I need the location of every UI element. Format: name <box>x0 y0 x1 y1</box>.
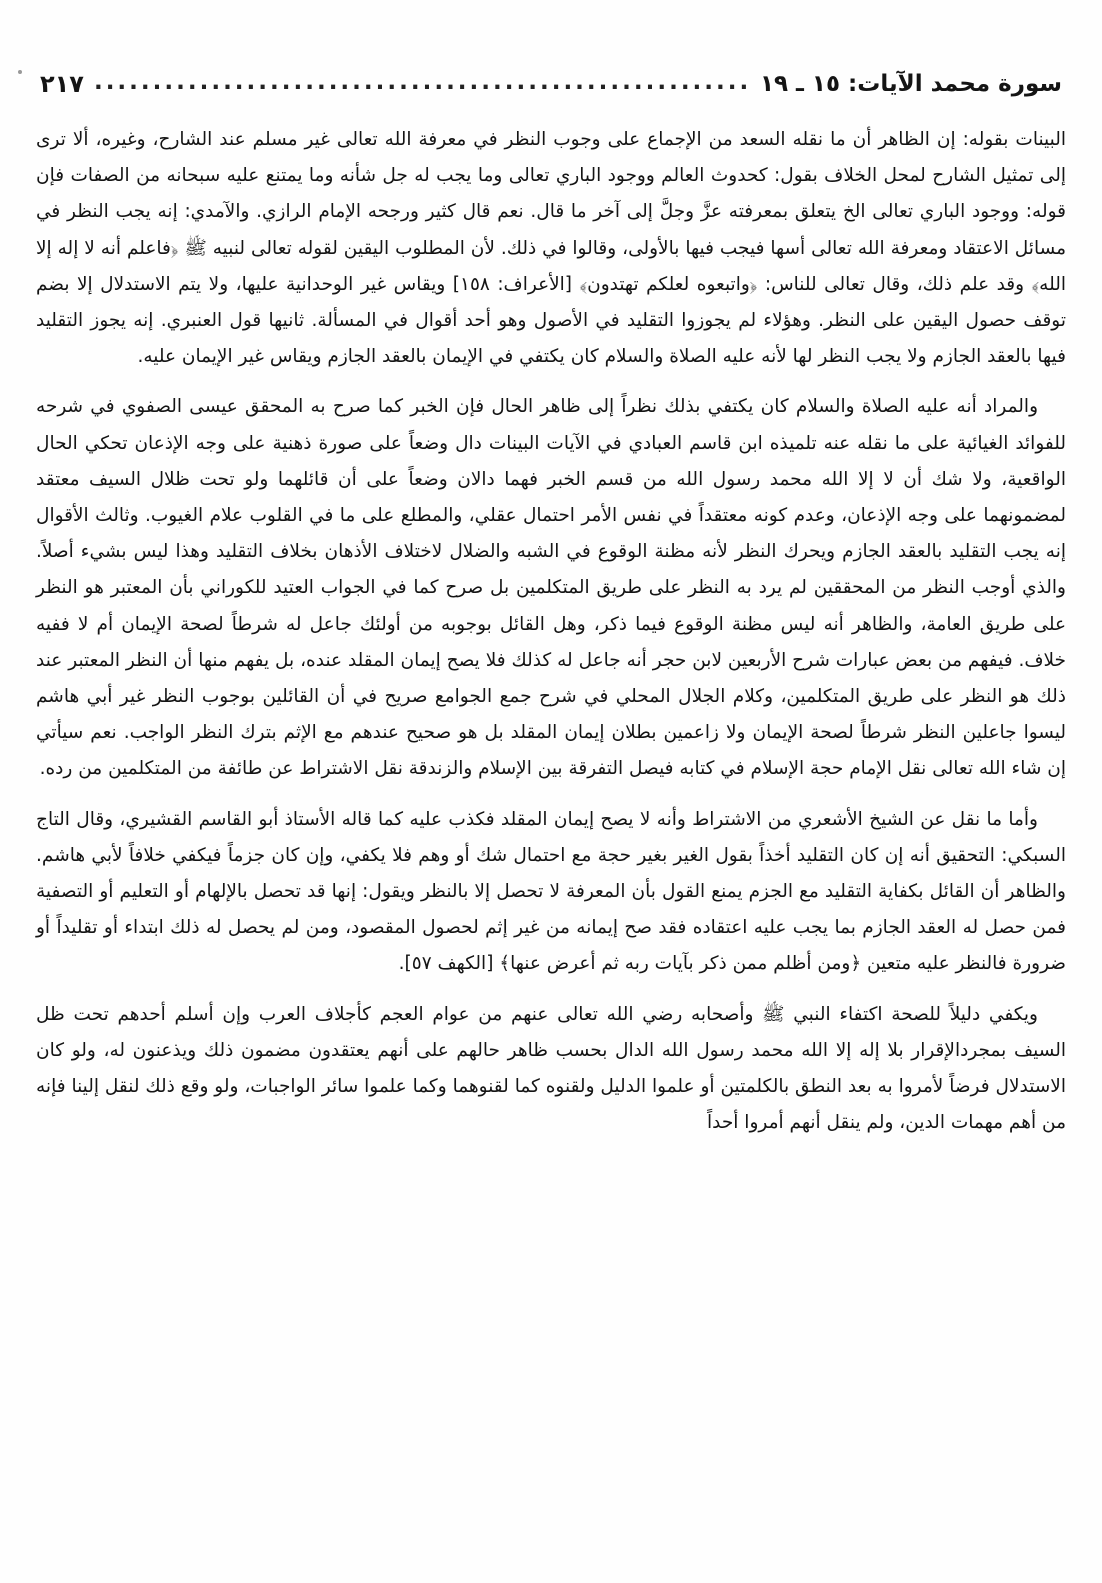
paragraph-1: البينات بقوله: إن الظاهر أن ما نقله السعد من الإجماع على وجوب النظر في معرفة الله تعالى غير مسلم عند الشارح، وغيره، ألا ترى إلى تمثيل الشارح لمحل الخلاف بقول: كحدوث العالم ووجود الباري تعالى وما يجب له جل شأنه وما يمتنع عليه سبحانه من الصفات فإن قوله: ووجود الباري تعالى الخ يتعلق بمعرفته عزَّ وجلَّ إلى آخر ما قال. نعم قال كثير ورجحه الإمام الرازي. والآمدي: إنه يجب النظر في مسائل الاعتقاد ومعرفة الله تعالى أسها فيجب فيها بالأولى، وقالوا في ذلك. لأن المطلوب اليقين لقوله تعالى لنبيه ﷺ ﴿فاعلم أنه لا إله إلا الله﴾ وقد علم ذلك، وقال تعالى للناس: ﴿واتبعوه لعلكم تهتدون﴾ [الأعراف: ١٥٨] ويقاس غير الوحدانية عليها، ولا يتم الاستدلال إلا بضم توقف حصول اليقين على النظر. وهؤلاء لم يجوزوا التقليد في الأصول وهو أحد أقوال في المسألة. ثانيها قول العنبري. إنه يجوز التقليد فيها بالعقد الجازم ولا يجب النظر لها لأنه عليه الصلاة والسلام كان يكتفي في الإيمان بالعقد الجازم ويقاس غير الإيمان عليه. <box>36 129 1066 368</box>
leader-dots <box>94 71 750 97</box>
body-text <box>36 122 1066 1155</box>
paragraph-3: وأما ما نقل عن الشيخ الأشعري من الاشتراط وأنه لا يصح إيمان المقلد فكذب عليه كما قاله الأستاذ أبو القاسم القشيري، وقال التاج السبكي: التحقيق أنه إن كان التقليد أخذاً بقول الغير بغير حجة مع احتمال شك أو وهم فلا يكفي، وإن كان جزماً فيكفي خلافاً لأبي هاشم. والظاهر أن القائل بكفاية التقليد مع الجزم يمنع القول بأن المعرفة لا تحصل إلا بالنظر ويقول: إنها قد تحصل بالإلهام أو التعليم أو التصفية فمن حصل له العقد الجازم بما يجب عليه اعتقاده فقد صح إيمانه من غير إثم لحصول المقصود، ومن لم يحصل له ذلك ابتداء أو تقليداً أو ضرورة فالنظر عليه متعين ﴿ومن أظلم ممن ذكر بآيات ربه ثم أعرض عنها﴾ [الكهف ٥٧]. <box>36 808 1066 975</box>
margin-mark <box>18 70 22 74</box>
paragraph-2: والمراد أنه عليه الصلاة والسلام كان يكتفي بذلك نظراً إلى ظاهر الحال فإن الخبر كما صرح به المحقق عيسى الصفوي في شرحه للفوائد الغيائية على ما نقله عنه تلميذه ابن قاسم العبادي في الآيات البينات دال وضعاً على صورة ذهنية على وجه الإذعان تحكي الحال الواقعية، ولا شك أن لا إلا الله محمد رسول الله من قسم الخبر فهما دالان وضعاً على أن قائلهما ولو تحت ظلال السيف معتقد لمضمونهما على وجه الإذعان، وعدم كونه معتقداً في نفس الأمر احتمال عقلي، والمطلع على ما في القلوب علام الغيوب. وثالث الأقوال إنه يجب التقليد بالعقد الجازم ويحرك النظر لأنه مظنة الوقوع في الشبه والضلال لاختلاف الأذهان بخلاف التقليد وهذا ليس بشيء أصلاً. والذي أوجب النظر من المحققين لم يرد به النظر على طريق المتكلمين بل صرح كما في الجواب العتيد للكوراني بأن المعتبر هو النظر على طريق العامة، والظاهر أنه ليس مظنة الوقوع فيما ذكر، وهل القائل بوجوبه من أولئك جاعل له شرطاً لصحة الإيمان أم لا ففيه خلاف. فيفهم من بعض عبارات شرح الأربعين لابن حجر أنه جاعل له كذلك فلا يصح إيمان المقلد عنده، بل يفهم منها أن النظر المعتبر عند ذلك هو النظر على طريق المتكلمين، وكلام الجلال المحلي في شرح جمع الجوامع صريح في أن القائلين بوجوب النظر غير أبي هاشم ليسوا جاعلين النظر شرطاً لصحة الإيمان ولا زاعمين بطلان إيمان المقلد بل هو صحيح عندهم مع الإثم بترك النظر الواجب. نعم سيأتي إن شاء الله تعالى نقل الإمام حجة الإسلام في كتابه فيصل التفرقة بين الإسلام والزندقة نقل الاشتراط عن طائفة من المتكلمين من رده. <box>36 396 1066 780</box>
paragraph-4: ويكفي دليلاً للصحة اكتفاء النبي ﷺ وأصحابه رضي الله تعالى عنهم من عوام العجم كأجلاف العرب وإن أسلم أحدهم تحت ظل السيف بمجردالإقرار بلا إله إلا الله محمد رسول الله الدال بحسب ظاهر حالهم على أنهم يعتقدون مضمون ذلك ويذعنون له، ولو كان الاستدلال فرضاً لأمروا به بعد النطق بالكلمتين أو علموا الدليل ولقنوه كما لقنوهما وكما علموا سائر الواجبات، ولو وقع ذلك لنقل إلينا فإنه من أهم مهمات الدين، ولم ينقل أنهم أمروا أحداً <box>36 1003 1066 1134</box>
surah-title: سورة محمد الآيات: ١٥ ـ ١٩ <box>759 71 1062 97</box>
page-number: ٢١٧ <box>40 70 84 98</box>
running-header <box>40 64 1062 104</box>
